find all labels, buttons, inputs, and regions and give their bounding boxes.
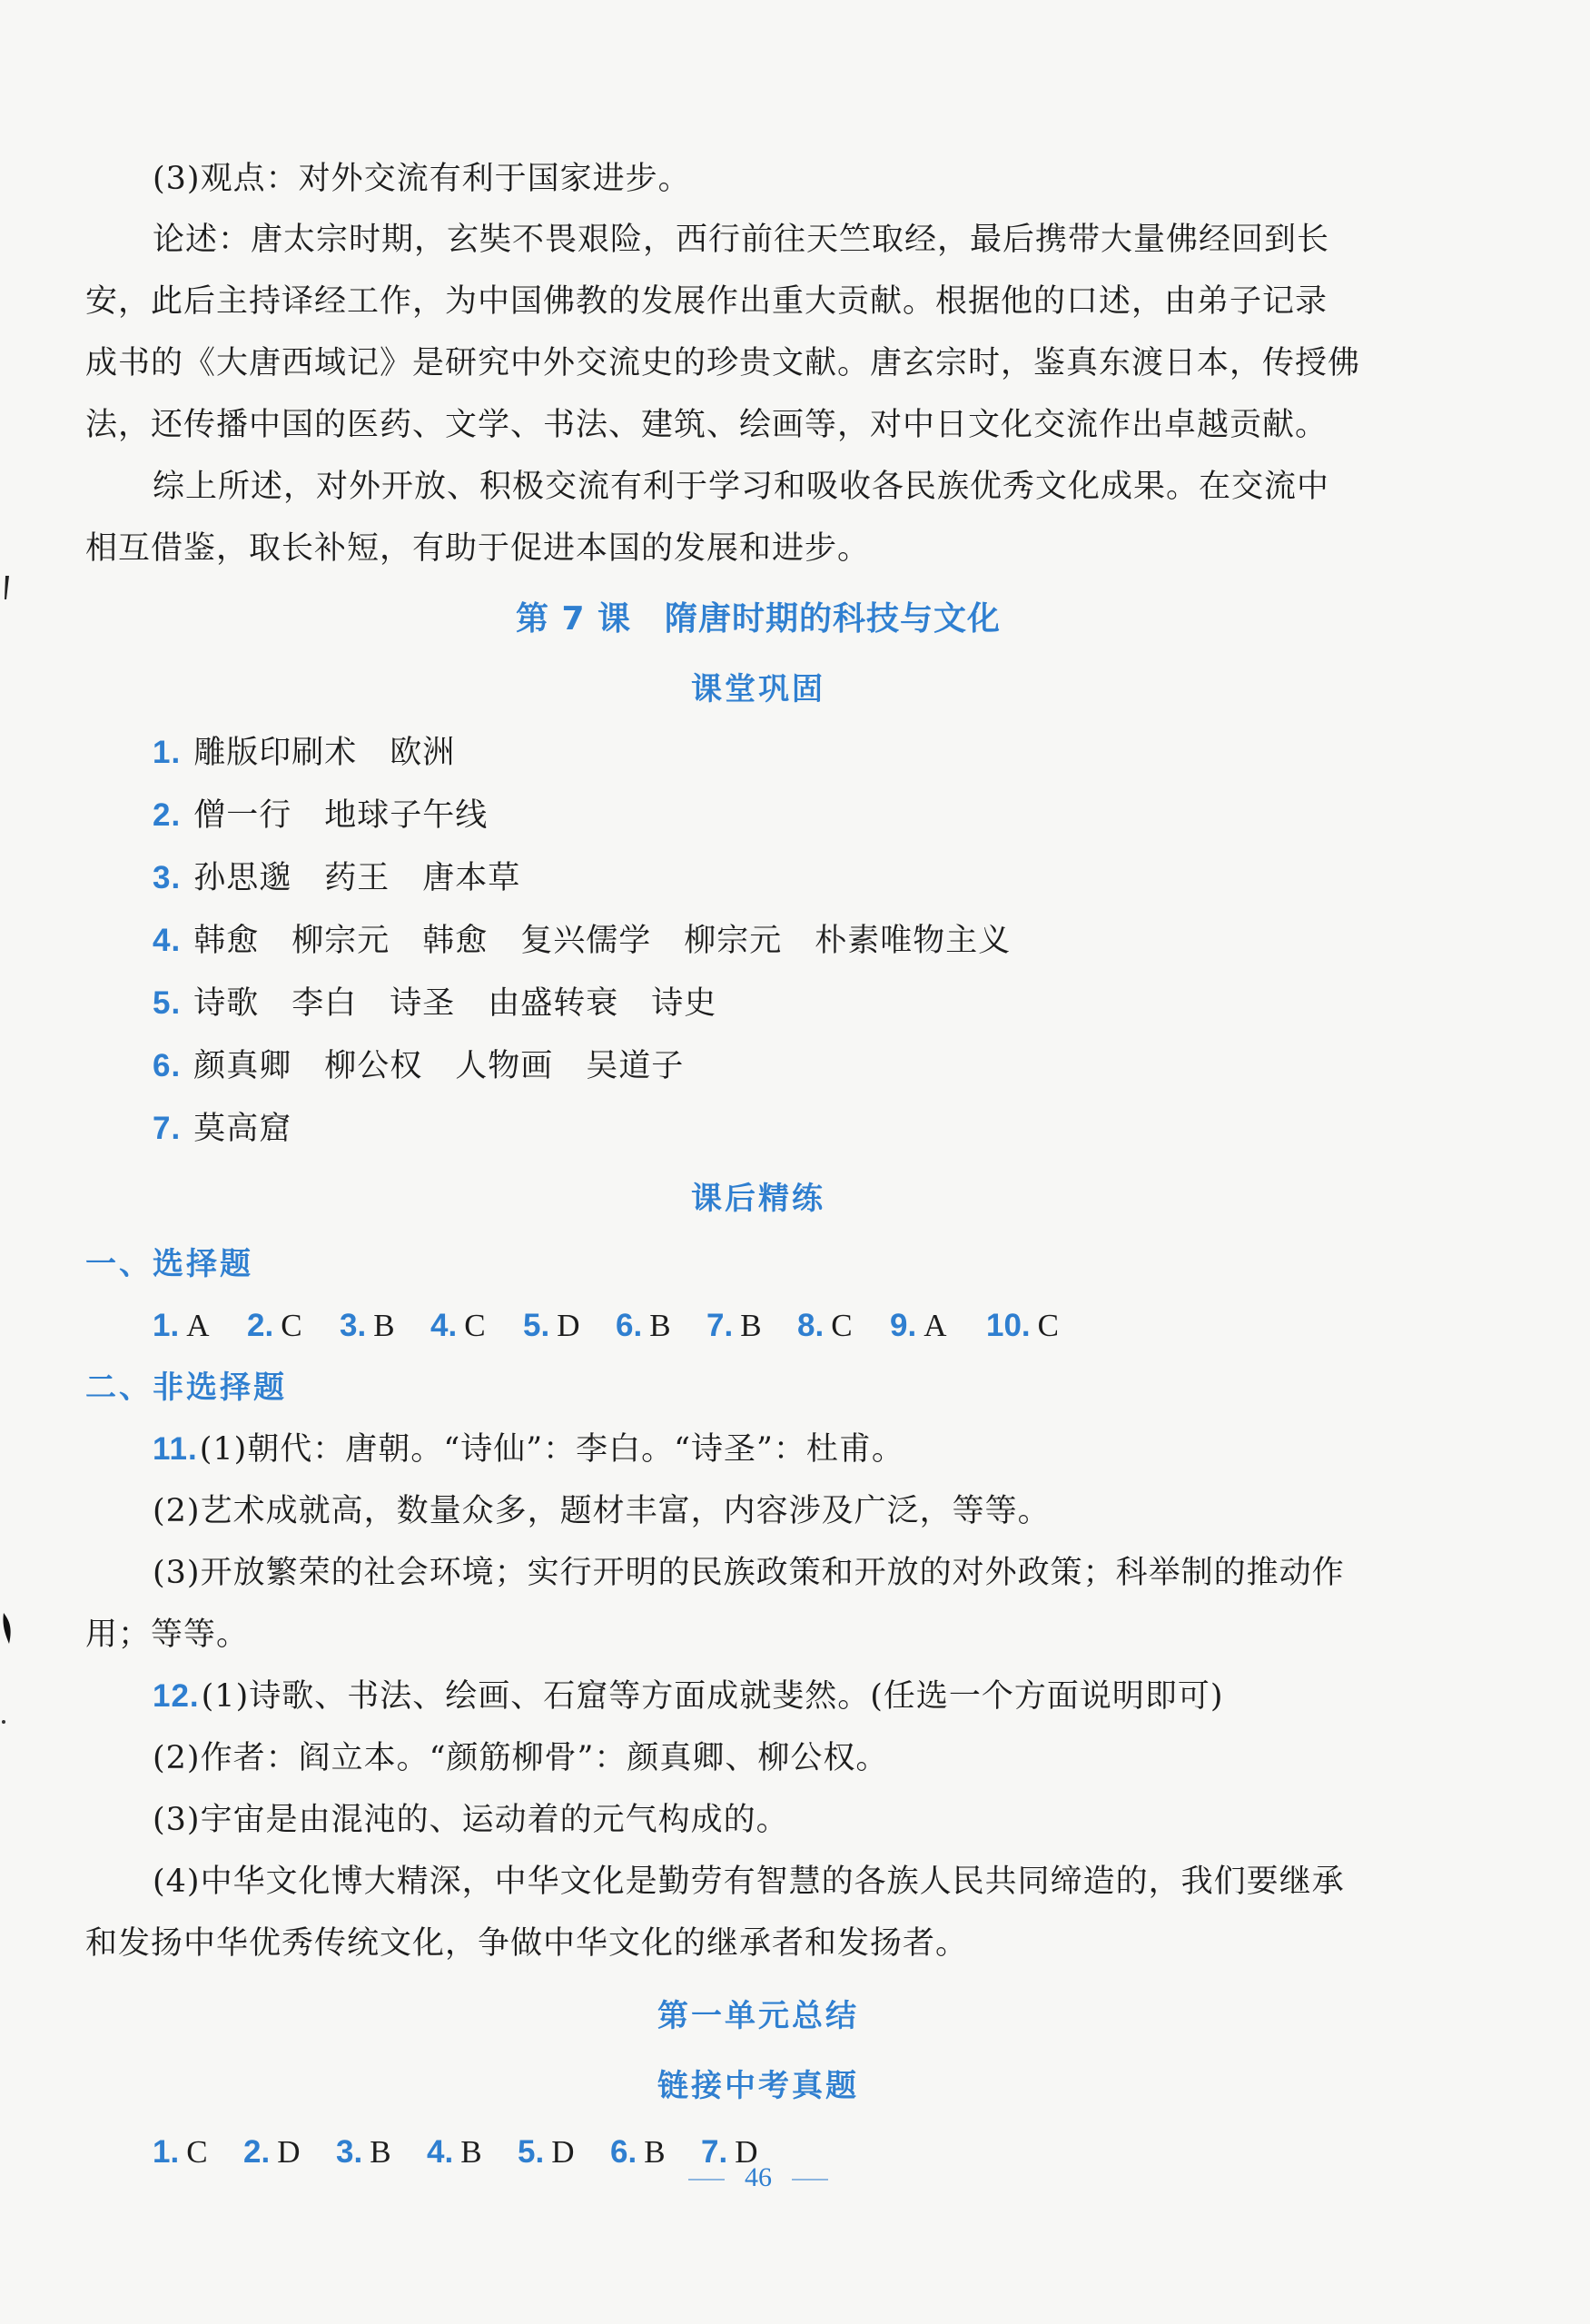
list-item [153, 1035, 1438, 1097]
exam-answer: 6. B [610, 2134, 666, 2170]
intro-line: 成书的《大唐西域记》是研究中外交流史的珍贵文献。唐玄宗时，鉴真东渡日本，传授佛 [85, 345, 1361, 381]
page-number: 46 [0, 2162, 1516, 2193]
mc-answer: 10. C [986, 1308, 1060, 1343]
intro-line: 相互借鉴，取长补短，有助于促进本国的发展和进步。 [85, 530, 871, 567]
list-item [153, 722, 1438, 784]
q12-line: (3)宇宙是由混沌的、运动着的元气构成的。 [153, 1802, 789, 1838]
list-item [153, 847, 1438, 909]
part-title-nonchoice: 二、非选择题 [85, 1370, 287, 1406]
mc-answer: 9. A [890, 1308, 947, 1343]
intro-line: 综上所述，对外开放、积极交流有利于学习和吸收各民族优秀文化成果。在交流中 [153, 469, 1330, 505]
q11-line: (2)艺术成就高，数量众多，题材丰富，内容涉及广泛，等等。 [153, 1493, 1051, 1529]
item-text: 雕版印刷术 欧洲 [193, 735, 456, 771]
intro-line: 安，此后主持译经工作，为中国佛教的发展作出重大贡献。根据他的口述，由弟子记录 [85, 283, 1328, 320]
intro-line: (3)观点：对外交流有利于国家进步。 [153, 161, 691, 197]
mc-answer: 8. C [797, 1308, 853, 1343]
exam-answer: 1. C [153, 2134, 208, 2170]
intro-line: 法，还传播中国的医药、文学、书法、建筑、绘画等，对中日文化交流作出卓越贡献。 [85, 407, 1328, 443]
unit-summary-title: 第一单元总结 [657, 1998, 859, 2034]
exam-answer: 3. B [336, 2134, 391, 2170]
exam-answer: 7. D [701, 2134, 758, 2170]
section-title-consolidation: 课堂巩固 [691, 671, 825, 707]
mc-answer: 6. B [616, 1308, 671, 1343]
item-number: 7. [153, 1111, 182, 1146]
mc-answer: 1. A [153, 1308, 210, 1343]
mc-answer: 5. D [523, 1308, 580, 1343]
lesson-title: 第 7 课 隋唐时期的科技与文化 [515, 600, 1002, 638]
exam-answer: 4. B [427, 2134, 482, 2170]
item-text: 诗歌 李白 诗圣 由盛转衰 诗史 [193, 985, 717, 1022]
scan-mark [0, 1716, 11, 1727]
mc-answer: 4. C [430, 1308, 486, 1343]
q12-line: (2)作者：阎立本。“颜筋柳骨”：颜真卿、柳公权。 [153, 1740, 889, 1776]
exam-link-title: 链接中考真题 [657, 2068, 859, 2104]
mc-answer: 2. C [247, 1308, 302, 1343]
exam-answer: 5. D [518, 2134, 575, 2170]
question-number: 12. [153, 1678, 200, 1714]
item-text: 莫高窟 [193, 1111, 292, 1147]
item-text: 僧一行 地球子午线 [193, 797, 489, 834]
item-number: 6. [153, 1048, 182, 1083]
q11-line: 11.(1)朝代：唐朝。“诗仙”：李白。“诗圣”：杜甫。 [153, 1431, 904, 1468]
q12-line: 和发扬中华优秀传统文化，争做中华文化的继承者和发扬者。 [85, 1925, 969, 1962]
list-item [153, 1098, 1438, 1160]
page-number-dash [688, 2179, 725, 2181]
item-number: 1. [153, 735, 182, 770]
item-text: 孙思邈 药王 唐本草 [193, 860, 521, 896]
scan-mark [0, 1607, 22, 1653]
mc-answer: 3. B [340, 1308, 395, 1343]
list-item [153, 910, 1438, 972]
section-title-practice: 课后精练 [691, 1181, 825, 1217]
item-number: 3. [153, 860, 182, 895]
exam-answer: 2. D [243, 2134, 301, 2170]
mc-answer: 7. B [706, 1308, 762, 1343]
q12-line: 12.(1)诗歌、书法、绘画、石窟等方面成就斐然。(任选一个方面说明即可) [153, 1678, 1224, 1715]
q11-line: 用；等等。 [85, 1617, 250, 1653]
list-item [153, 785, 1438, 846]
list-item [153, 973, 1438, 1034]
intro-line: 论述：唐太宗时期，玄奘不畏艰险，西行前往天竺取经，最后携带大量佛经回到长 [153, 222, 1330, 258]
item-text: 颜真卿 柳公权 人物画 吴道子 [193, 1048, 685, 1084]
item-number: 5. [153, 985, 182, 1021]
question-number: 11. [153, 1431, 198, 1467]
page-number-dash [792, 2179, 828, 2181]
scan-mark [0, 572, 18, 608]
item-number: 2. [153, 797, 182, 833]
q12-line: (4)中华文化博大精深，中华文化是勤劳有智慧的各族人民共同缔造的，我们要继承 [153, 1864, 1345, 1900]
part-title-choice: 一、选择题 [85, 1246, 253, 1282]
item-text: 韩愈 柳宗元 韩愈 复兴儒学 柳宗元 朴素唯物主义 [193, 923, 1012, 959]
item-number: 4. [153, 923, 182, 958]
q11-line: (3)开放繁荣的社会环境；实行开明的民族政策和开放的对外政策；科举制的推动作 [153, 1555, 1345, 1591]
